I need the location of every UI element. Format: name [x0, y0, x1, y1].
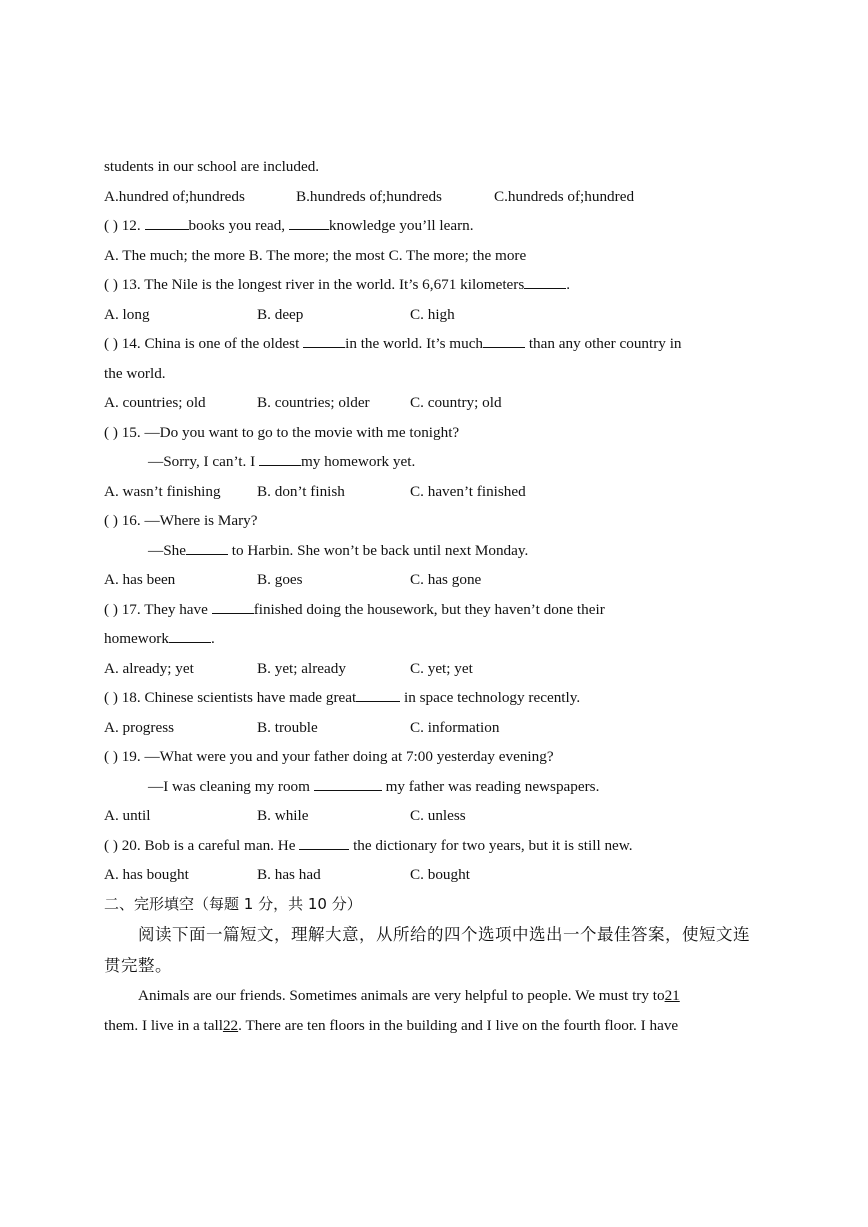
q14-part-d: the world. — [104, 364, 166, 382]
q15-option-a: A. wasn’t finishing — [104, 482, 221, 500]
q17-stem — [104, 595, 774, 625]
q16-option-c: C. has gone — [410, 571, 482, 588]
passage-blank-21: 21 — [664, 987, 680, 1004]
section2-instructions — [104, 919, 774, 950]
q11-continuation — [104, 152, 774, 182]
q11-options — [104, 182, 774, 212]
q19-part-b: —I was cleaning my room — [148, 777, 314, 795]
q19-option-b: B. while — [257, 807, 309, 824]
q19-option-a: A. until — [104, 807, 151, 824]
q15-options — [104, 477, 774, 507]
q20-stem — [104, 831, 774, 861]
q13-option-a: A. long — [104, 305, 150, 323]
q19-stem — [104, 742, 774, 772]
q14-option-b: B. countries; older — [257, 394, 370, 411]
section2-instructions-line1: 阅读下面一篇短文，理解大意，从所给的四个选项中选出一个最佳答案，使短文连 — [138, 925, 750, 944]
q13-end: . — [566, 276, 571, 293]
section2-title — [104, 890, 774, 920]
q14-stem-continued — [104, 359, 774, 389]
section2-instructions-line2: 贯完整。 — [104, 956, 172, 975]
q13-text: ( ) 13. The Nile is the longest river in the world. It’s 6,671 kilometers — [104, 276, 525, 293]
q20-options — [104, 860, 774, 890]
q18-option-a: A. progress — [104, 718, 175, 736]
q15-stem — [104, 418, 774, 448]
q16-reply — [104, 536, 774, 566]
q15-blank — [259, 448, 301, 466]
q20-blank — [299, 832, 349, 850]
q15-option-c: C. haven’t finished — [410, 482, 526, 500]
q11-option-b: B.hundreds of;hundreds — [296, 187, 442, 205]
q18-blank — [356, 684, 400, 702]
q14-part-b: in the world. It’s much — [345, 335, 484, 352]
q17-stem-continued — [104, 624, 774, 654]
q18-part-b: in space technology recently. — [400, 689, 581, 706]
q18-part-a: ( ) 18. Chinese scientists have made great — [104, 689, 357, 706]
passage-line2-text-b: . There are ten floors in the building and I live on the fourth floor. I have — [238, 1016, 679, 1034]
q14-option-a: A. countries; old — [104, 394, 206, 411]
q20-option-c: C. bought — [410, 866, 470, 883]
q17-option-a: A. already; yet — [104, 659, 194, 677]
q17-option-c: C. yet; yet — [410, 659, 473, 677]
q19-reply — [104, 772, 774, 802]
q20-part-b: the dictionary for two years, but it is still new. — [349, 836, 633, 854]
q19-part-a: ( ) 19. —What were you and your father doing at 7:00 yesterday evening? — [104, 748, 554, 765]
q13-options — [104, 300, 774, 330]
q14-blank-2 — [483, 330, 525, 348]
q19-options — [104, 801, 774, 831]
q19-blank — [314, 773, 382, 791]
q12-blank-2 — [289, 212, 329, 230]
q19-part-c: my father was reading newspapers. — [381, 777, 600, 795]
passage-line2-text-a: them. I live in a tall — [104, 1016, 223, 1034]
q16-stem — [104, 506, 774, 536]
q13-option-c: C. high — [410, 305, 455, 323]
q12-stem — [104, 211, 774, 241]
q14-option-c: C. country; old — [410, 394, 502, 411]
passage-line-1 — [104, 981, 774, 1011]
q17-part-b: finished doing the housework, but they haven’t done their — [253, 600, 605, 618]
q17-part-a: ( ) 17. They have — [104, 600, 212, 618]
q13-option-b: B. deep — [257, 305, 304, 323]
q13-stem — [104, 270, 774, 300]
q18-stem — [104, 683, 774, 713]
passage-blank-22: 22 — [222, 1016, 239, 1034]
q16-blank — [186, 537, 228, 555]
q15-part-c: my homework yet. — [300, 453, 416, 470]
q17-option-b: B. yet; already — [257, 659, 346, 677]
section2-title-text: 二、完形填空（每题 1 分，共 10 分） — [104, 894, 362, 913]
q16-part-c: to Harbin. She won’t be back until next Monday. — [227, 541, 529, 559]
q17-blank-1 — [212, 596, 254, 614]
q11-option-a: A.hundred of;hundreds — [104, 187, 245, 205]
q11-option-c: C.hundreds of;hundred — [494, 187, 635, 205]
q13-blank — [524, 271, 566, 289]
q16-option-a: A. has been — [104, 571, 176, 588]
section2-instructions-continued — [104, 950, 774, 981]
q14-options — [104, 388, 774, 418]
q18-option-b: B. trouble — [257, 718, 318, 736]
q15-reply — [104, 447, 774, 477]
q16-options — [104, 565, 774, 595]
q17-options — [104, 654, 774, 684]
q14-part-c: than any other country in — [525, 335, 682, 352]
q17-part-c: homework — [104, 630, 169, 647]
q17-part-d: . — [210, 630, 215, 647]
q17-blank-2 — [169, 625, 211, 643]
q20-option-b: B. has had — [257, 866, 321, 883]
q18-option-c: C. information — [410, 718, 500, 736]
exam-page — [104, 152, 774, 1040]
q12-options-text: A. The much; the more B. The more; the most C. The more; the more — [104, 246, 527, 264]
q12-prefix: ( ) 12. — [104, 217, 145, 234]
q20-option-a: A. has bought — [104, 866, 189, 883]
q12-options — [104, 241, 774, 271]
q14-part-a: ( ) 14. China is one of the oldest — [104, 335, 304, 352]
q19-option-c: C. unless — [410, 807, 466, 824]
passage-line1-text: Animals are our friends. Sometimes animals are very helpful to people. We must try to — [138, 987, 665, 1004]
q14-stem — [104, 329, 774, 359]
q12-part-3: knowledge you’ll learn. — [328, 217, 474, 234]
q16-part-b: —She — [148, 541, 186, 559]
q16-part-a: ( ) 16. —Where is Mary? — [104, 512, 258, 529]
q16-option-b: B. goes — [257, 571, 303, 588]
q12-part-2: books you read, — [188, 217, 289, 234]
q12-blank-1 — [145, 212, 189, 230]
q14-blank-1 — [303, 330, 345, 348]
passage-line-2 — [104, 1011, 774, 1041]
q20-part-a: ( ) 20. Bob is a careful man. He — [104, 836, 300, 854]
q15-part-b: —Sorry, I can’t. I — [148, 453, 259, 470]
q11-continuation-text: students in our school are included. — [104, 158, 320, 175]
q15-option-b: B. don’t finish — [257, 482, 345, 500]
q18-options — [104, 713, 774, 743]
q15-part-a: ( ) 15. —Do you want to go to the movie with me tonight? — [104, 423, 460, 441]
